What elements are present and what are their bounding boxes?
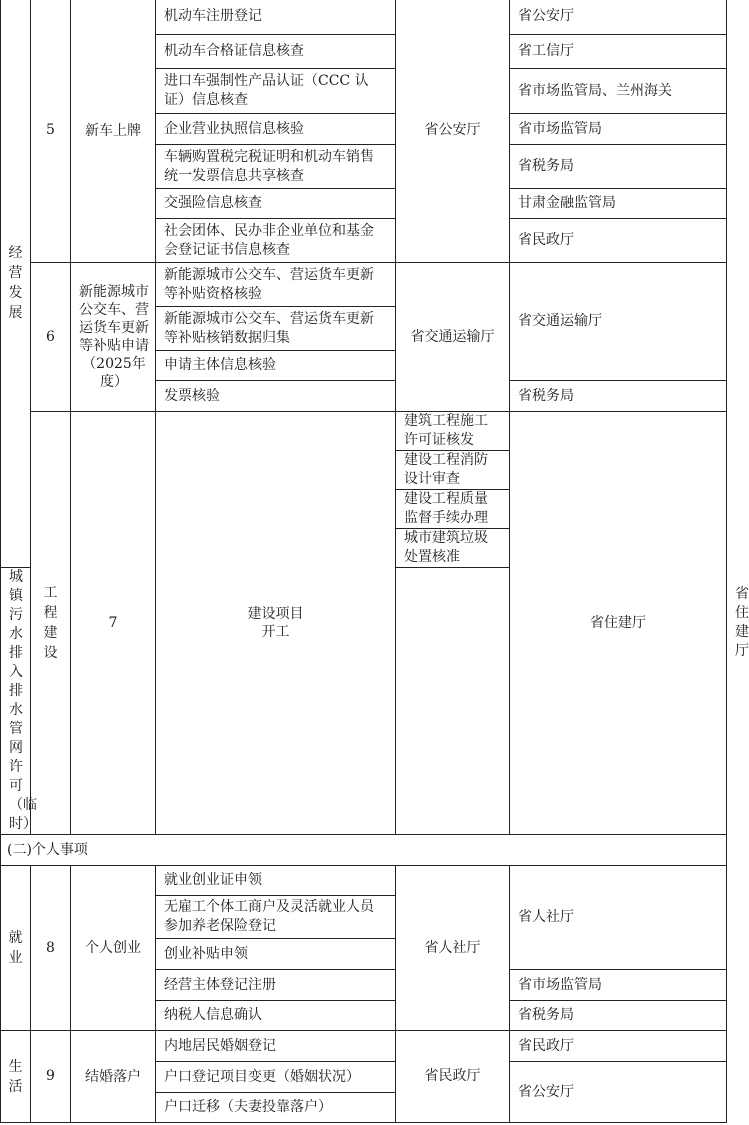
table-row — [1, 263, 727, 307]
sub-item: 申请主体信息核验 — [156, 351, 396, 381]
matter-name: 个人创业 — [71, 866, 156, 1031]
item-number: 7 — [71, 412, 156, 835]
sub-item: 机动车合格证信息核查 — [156, 35, 396, 69]
lead-dept: 省民政厅 — [396, 1031, 510, 1123]
lead-dept: 省公安厅 — [396, 0, 510, 263]
matter-name: 建设项目开工 — [156, 412, 396, 835]
sub-item: 户口迁移（夫妻投靠落户） — [156, 1093, 396, 1123]
dept: 省市场监管局 — [510, 970, 727, 1001]
category-cell: 工程建设 — [31, 412, 71, 835]
sub-item: 建筑工程施工许可证核发 — [396, 412, 510, 451]
category-cell: 经营发展 — [1, 0, 31, 568]
sub-item: 交强险信息核查 — [156, 189, 396, 219]
sub-item: 建设工程质量监督手续办理 — [396, 490, 510, 529]
table-row — [1, 835, 727, 866]
dept: 省交通运输厅 — [510, 263, 727, 381]
dept: 省税务局 — [510, 381, 727, 412]
sub-item: 城市建筑垃圾处置核准 — [396, 529, 510, 568]
sub-item: 企业营业执照信息核验 — [156, 114, 396, 145]
dept: 省公安厅 — [510, 1062, 727, 1123]
item-number: 5 — [31, 0, 71, 263]
dept: 省税务局 — [510, 145, 727, 189]
sub-item: 车辆购置税完税证明和机动车销售统一发票信息共享核查 — [156, 145, 396, 189]
lead-dept: 省人社厅 — [396, 866, 510, 1031]
table-row — [1, 1031, 727, 1062]
dept: 省市场监管局 — [510, 114, 727, 145]
sub-item: 进口车强制性产品认证（CCC 认证）信息核查 — [156, 69, 396, 114]
item-number: 8 — [31, 866, 71, 1031]
dept: 省民政厅 — [510, 219, 727, 263]
table-row — [1, 0, 727, 35]
sub-item: 社会团体、民办非企业单位和基金会登记证书信息核查 — [156, 219, 396, 263]
table-row — [1, 866, 727, 896]
sub-item: 新能源城市公交车、营运货车更新等补贴资格核验 — [156, 263, 396, 307]
sub-item: 内地居民婚姻登记 — [156, 1031, 396, 1062]
dept: 省工信厅 — [510, 35, 727, 69]
sub-item: 城镇污水排入排水管网许可（临时） — [1, 568, 31, 835]
sub-item: 户口登记项目变更（婚姻状况） — [156, 1062, 396, 1093]
sub-item: 创业补贴申领 — [156, 939, 396, 970]
sub-item: 纳税人信息确认 — [156, 1001, 396, 1031]
dept: 省民政厅 — [510, 1031, 727, 1062]
sub-item: 无雇工个体工商户及灵活就业人员参加养老保险登记 — [156, 896, 396, 939]
lead-dept: 省交通运输厅 — [396, 263, 510, 412]
category-cell: 生活 — [1, 1031, 31, 1123]
matter-name: 结婚落户 — [71, 1031, 156, 1123]
dept: 省人社厅 — [510, 866, 727, 970]
item-number: 9 — [31, 1031, 71, 1123]
lead-dept: 省住建厅 — [510, 412, 727, 835]
dept: 省公安厅 — [510, 0, 727, 35]
item-number: 6 — [31, 263, 71, 412]
category-cell: 就业 — [1, 866, 31, 1031]
table-row: 工程建设 7 建设项目开工 建筑工程施工许可证核发 省住建厅 省住建厅 — [1, 412, 727, 451]
sub-item: 新能源城市公交车、营运货车更新等补贴核销数据归集 — [156, 307, 396, 351]
section-header: (二)个人事项 — [1, 835, 727, 866]
sub-item: 建设工程消防设计审查 — [396, 451, 510, 490]
dept: 省市场监管局、兰州海关 — [510, 69, 727, 114]
dept: 省税务局 — [510, 1001, 727, 1031]
sub-item: 经营主体登记注册 — [156, 970, 396, 1001]
matter-name: 新车上牌 — [71, 0, 156, 263]
sub-item: 就业创业证申领 — [156, 866, 396, 896]
dept: 甘肃金融监管局 — [510, 189, 727, 219]
matter-name: 新能源城市公交车、营运货车更新等补贴申请（2025年度） — [71, 263, 156, 412]
sub-item: 机动车注册登记 — [156, 0, 396, 35]
sub-item: 发票核验 — [156, 381, 396, 412]
